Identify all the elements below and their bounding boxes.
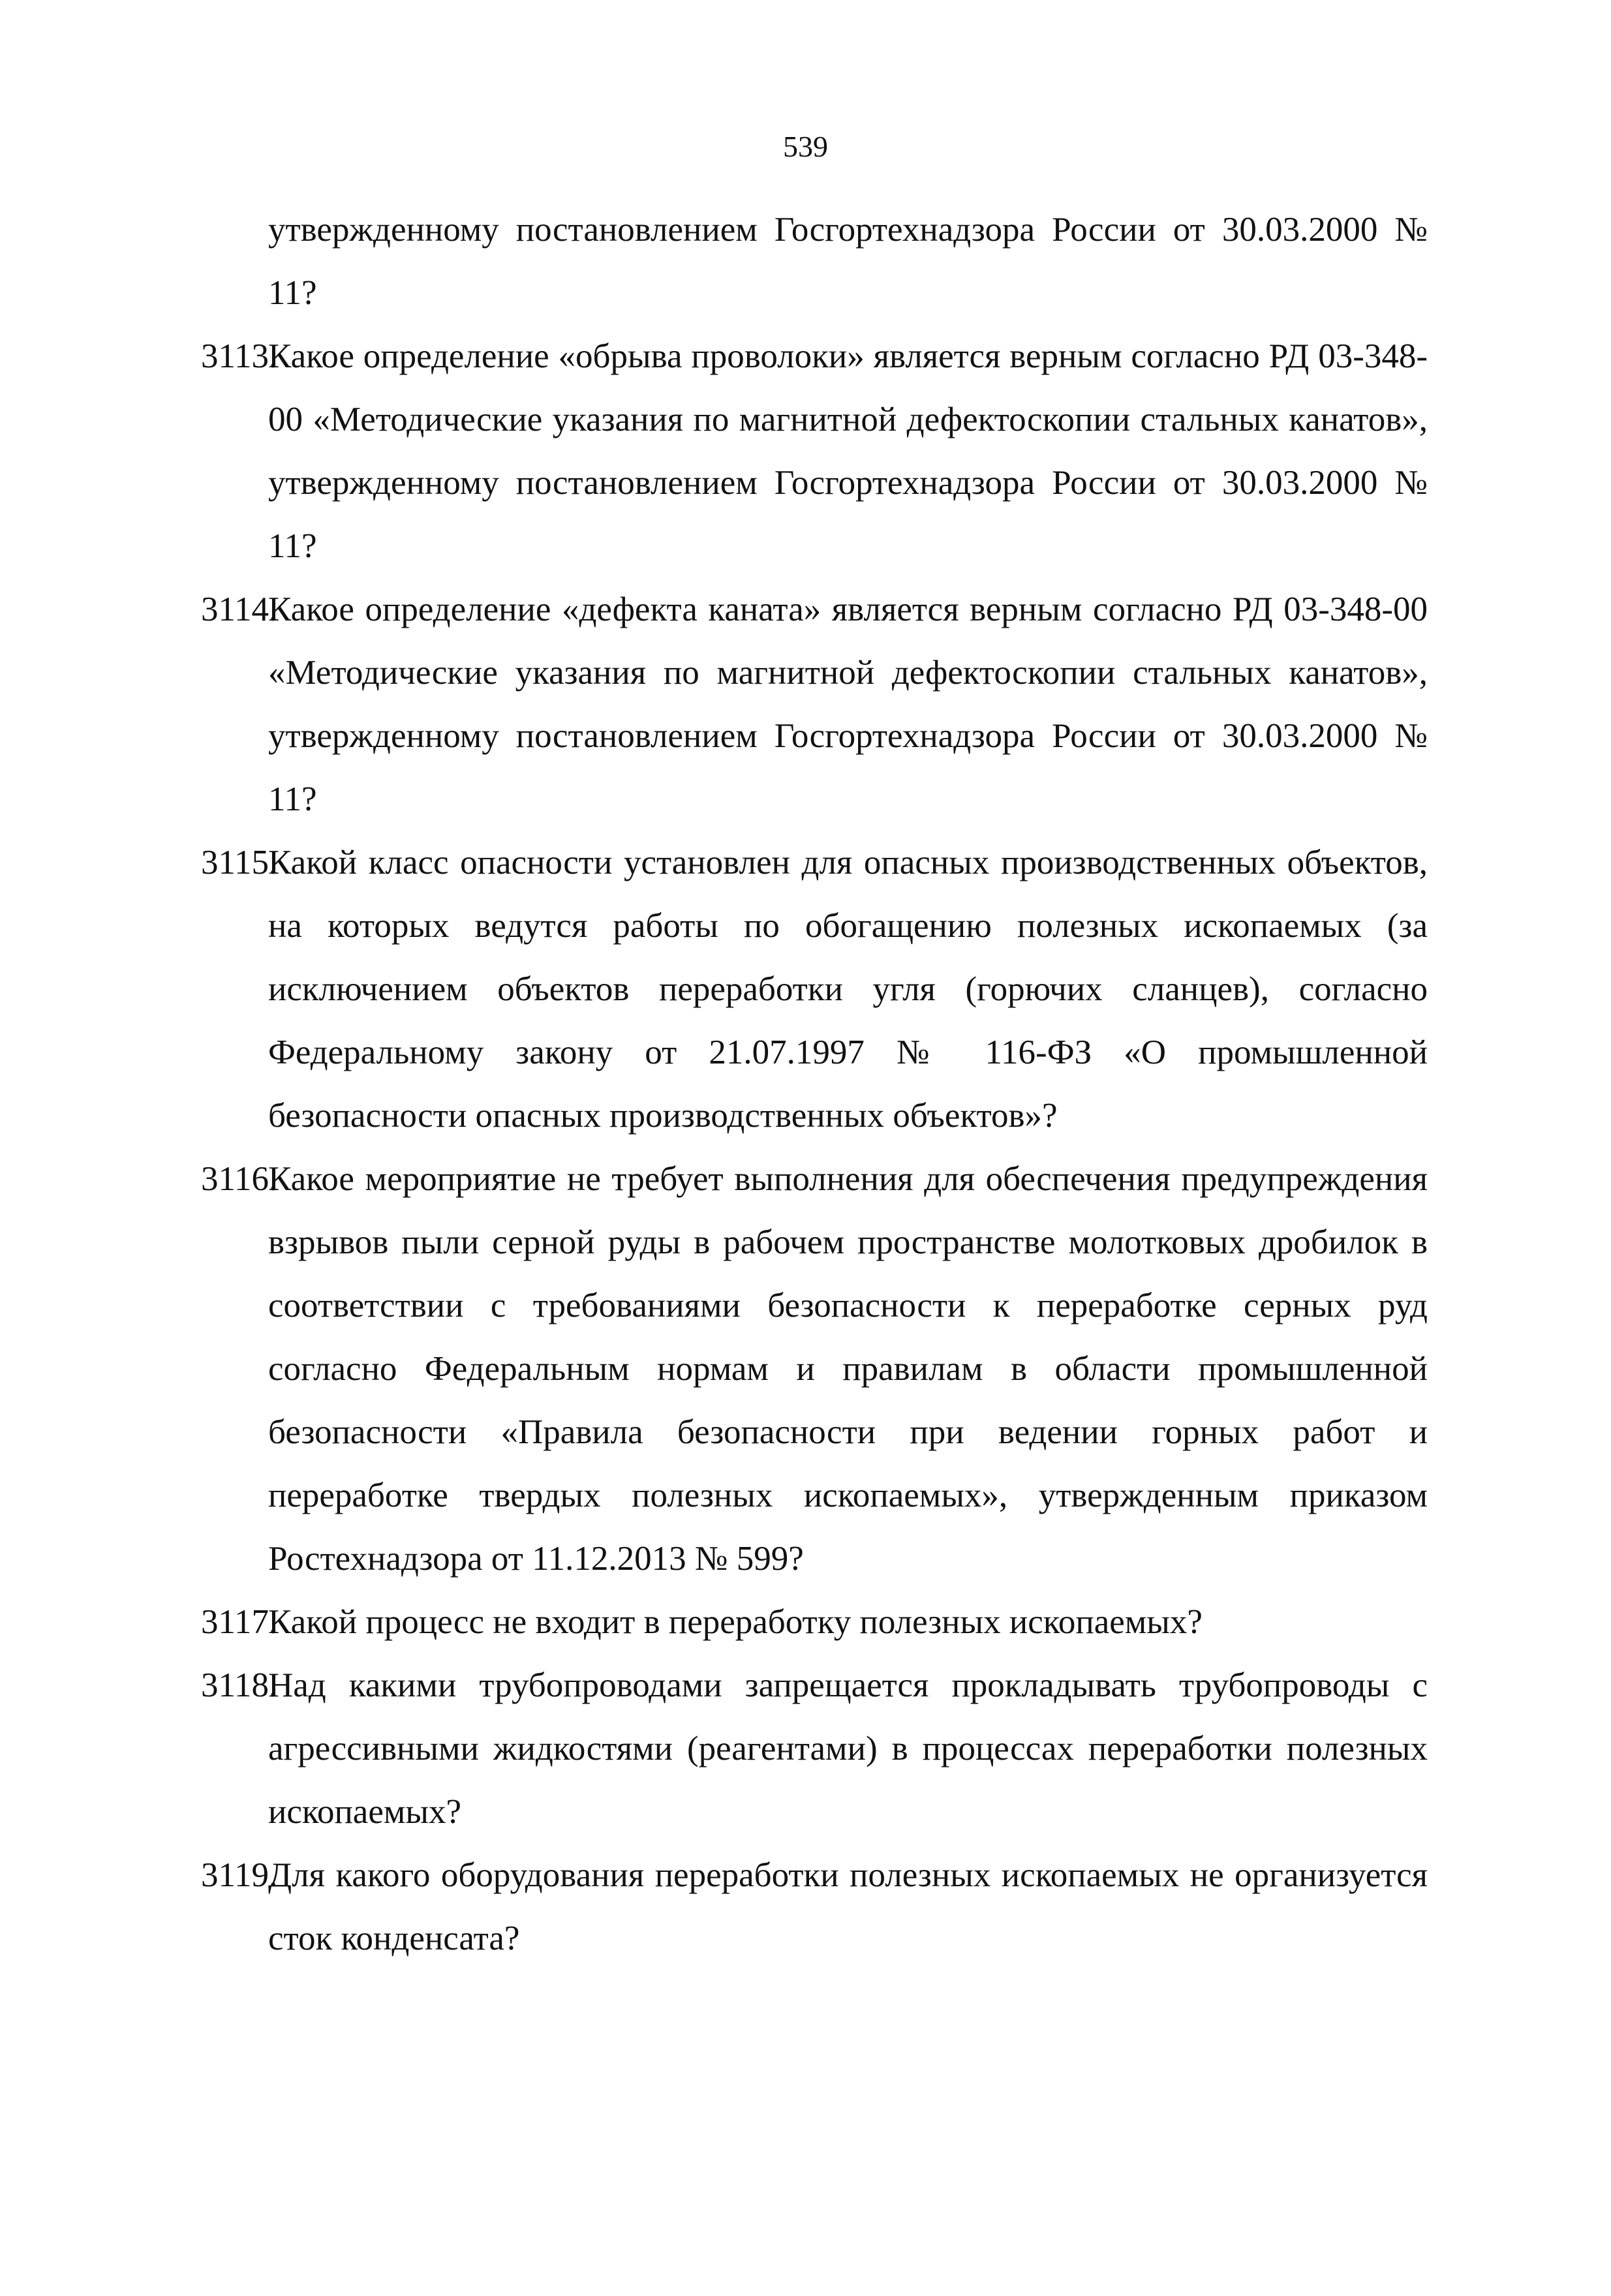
question-number: 3117.: [201, 1603, 278, 1641]
question-text: Над какими трубопроводами запрещается прокладывать трубопроводы с агрессивными жидкостями (реагентами) в процессах переработки полезных ископаемых?: [268, 1666, 1428, 1831]
question-text: Какой класс опасности установлен для опасных производственных объектов, на которых ведутся работы по обогащению полезных ископаемых (за исключением объектов переработки угля (горючих сланцев), согласно Федеральному закону от 21.07.1997 № 116-ФЗ «О промышленной безопасности опасных производственных объектов»?: [268, 844, 1428, 1135]
question-3115: [201, 831, 1428, 1148]
question-number: 3116.: [201, 1160, 278, 1198]
question-number: 3114.: [201, 590, 278, 628]
question-text: Какой процесс не входит в переработку полезных ископаемых?: [268, 1603, 1203, 1641]
question-number: 3119.: [201, 1856, 278, 1894]
question-3117: [201, 1591, 1428, 1654]
question-text: Какое определение «обрыва проволоки» является верным согласно РД 03-348-00 «Методические указания по магнитной дефектоскопии стальных канатов», утвержденному постановлением Госгортехнадзора России от 30.03.2000 № 11?: [268, 337, 1428, 565]
question-number: 3115.: [201, 844, 278, 881]
question-3114: [201, 578, 1428, 831]
question-3113: [201, 325, 1428, 578]
question-number: 3113.: [201, 337, 278, 375]
question-3116: [201, 1148, 1428, 1591]
page-number: 539: [783, 130, 828, 163]
question-text: Какое мероприятие не требует выполнения для обеспечения предупреждения взрывов пыли серной руды в рабочем пространстве молотковых дробилок в соответствии с требованиями безопасности к переработке серных руд согласно Федеральным нормам и правилам в области промышленной безопасности «Правила безопасности при ведении горных работ и переработке твердых полезных ископаемых», утвержденным приказом Ростехнадзора от 11.12.2013 № 599?: [268, 1160, 1428, 1578]
question-text: Какое определение «дефекта каната» является верным согласно РД 03-348-00 «Методические указания по магнитной дефектоскопии стальных канатов», утвержденному постановлением Госгортехнадзора России от 30.03.2000 № 11?: [268, 590, 1428, 818]
document-body: [201, 198, 1428, 1970]
question-3118: [201, 1654, 1428, 1844]
question-3119: [201, 1844, 1428, 1970]
question-number: 3118.: [201, 1666, 278, 1704]
question-text: Для какого оборудования переработки полезных ископаемых не организуется сток конденсата?: [268, 1856, 1428, 1957]
continuation-text: утвержденному постановлением Госгортехнадзора России от 30.03.2000 № 11?: [268, 211, 1428, 312]
